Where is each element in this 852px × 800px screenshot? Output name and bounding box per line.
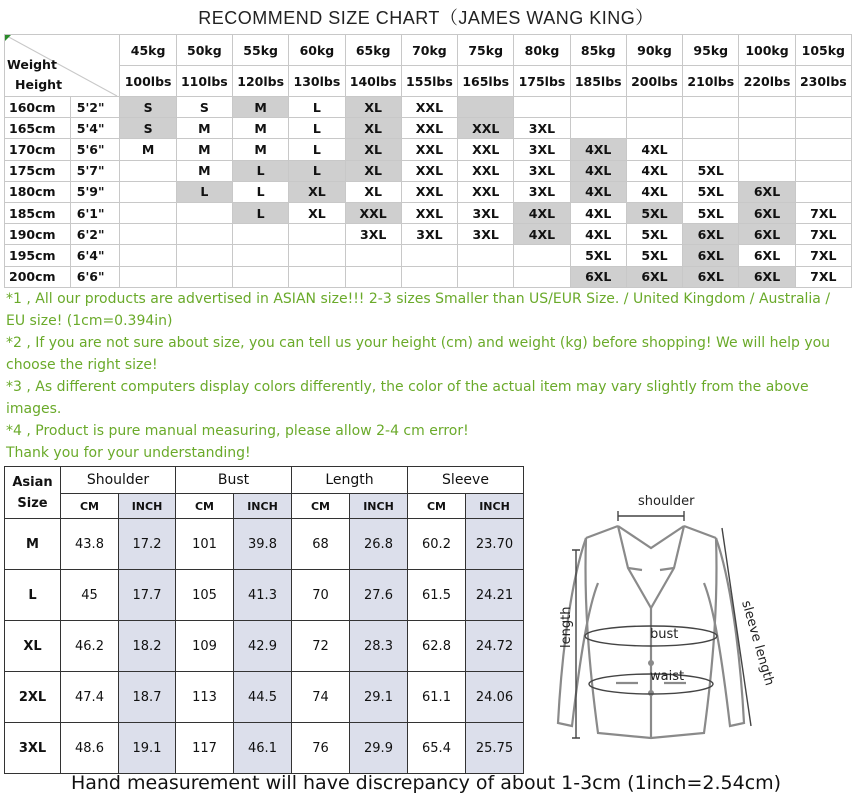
- size-cell: [289, 266, 345, 287]
- weight-kg-header: 85kg: [570, 35, 626, 66]
- size-cell: [120, 245, 176, 266]
- height-ft: 5'9": [70, 181, 120, 202]
- size-cell: [233, 245, 289, 266]
- size-cell: 3XL: [401, 224, 457, 245]
- height-cm: 190cm: [5, 224, 71, 245]
- size-cell: 7XL: [795, 224, 851, 245]
- size-cell: [289, 245, 345, 266]
- size-cell: 4XL: [514, 224, 570, 245]
- size-cell: XL: [289, 202, 345, 223]
- size-cell: 6XL: [739, 245, 795, 266]
- weight-kg-header: 60kg: [289, 35, 345, 66]
- size-cell: XXL: [401, 181, 457, 202]
- weight-kg-header: 55kg: [233, 35, 289, 66]
- size-cell: [739, 160, 795, 181]
- height-cm: 160cm: [5, 97, 71, 118]
- size-cell: [795, 181, 851, 202]
- height-cm: 165cm: [5, 118, 71, 139]
- height-ft: 6'2": [70, 224, 120, 245]
- weight-lbs-header: 220lbs: [739, 66, 795, 97]
- size-cell: [120, 181, 176, 202]
- size-cell: 4XL: [570, 202, 626, 223]
- measure-value: 61.1: [408, 672, 466, 723]
- weight-kg-header: 95kg: [683, 35, 739, 66]
- size-cell: 5XL: [626, 224, 682, 245]
- size-cell: [176, 266, 232, 287]
- size-cell: XXL: [458, 160, 514, 181]
- weight-lbs-header: 130lbs: [289, 66, 345, 97]
- size-cell: XL: [345, 181, 401, 202]
- size-cell: [120, 202, 176, 223]
- size-cell: 5XL: [683, 181, 739, 202]
- size-label: 3XL: [5, 723, 61, 774]
- size-cell: XXL: [401, 139, 457, 160]
- measure-value: 27.6: [350, 570, 408, 621]
- size-cell: [739, 118, 795, 139]
- weight-kg-header: 100kg: [739, 35, 795, 66]
- measure-value: 24.06: [466, 672, 524, 723]
- measure-value: 24.72: [466, 621, 524, 672]
- size-cell: L: [289, 160, 345, 181]
- size-cell: [739, 97, 795, 118]
- size-row: [5, 160, 852, 181]
- size-cell: 6XL: [683, 245, 739, 266]
- size-cell: [795, 97, 851, 118]
- size-cell: XXL: [458, 118, 514, 139]
- size-cell: 4XL: [570, 181, 626, 202]
- size-cell: 6XL: [739, 202, 795, 223]
- size-cell: L: [289, 139, 345, 160]
- size-cell: 3XL: [514, 139, 570, 160]
- size-cell: 3XL: [514, 160, 570, 181]
- size-label: XL: [5, 621, 61, 672]
- measure-value: 61.5: [408, 570, 466, 621]
- size-cell: [514, 266, 570, 287]
- measure-value: 68: [292, 519, 350, 570]
- size-cell: 4XL: [514, 202, 570, 223]
- size-cell: [739, 139, 795, 160]
- measure-value: 17.7: [119, 570, 176, 621]
- measure-group-header: Bust: [176, 467, 292, 494]
- size-cell: XXL: [458, 181, 514, 202]
- measure-value: 23.70: [466, 519, 524, 570]
- size-label: 2XL: [5, 672, 61, 723]
- weight-lbs-header: 185lbs: [570, 66, 626, 97]
- size-cell: [683, 118, 739, 139]
- size-cell: L: [233, 202, 289, 223]
- size-cell: XXL: [458, 139, 514, 160]
- size-cell: 4XL: [570, 224, 626, 245]
- weight-lbs-header: 100lbs: [120, 66, 176, 97]
- size-cell: 6XL: [683, 224, 739, 245]
- size-cell: L: [176, 181, 232, 202]
- size-cell: [458, 266, 514, 287]
- weight-lbs-header: 200lbs: [626, 66, 682, 97]
- size-cell: [176, 202, 232, 223]
- size-cell: 5XL: [570, 245, 626, 266]
- size-row: [5, 224, 852, 245]
- size-cell: 4XL: [570, 139, 626, 160]
- size-cell: [683, 139, 739, 160]
- height-cm: 170cm: [5, 139, 71, 160]
- size-cell: L: [233, 160, 289, 181]
- size-cell: 6XL: [739, 224, 795, 245]
- cm-unit-header: CM: [292, 494, 350, 519]
- measure-value: 43.8: [61, 519, 119, 570]
- size-row: [5, 139, 852, 160]
- measure-value: 109: [176, 621, 234, 672]
- measure-value: 117: [176, 723, 234, 774]
- weight-label: Weight: [7, 57, 57, 72]
- measure-value: 46.2: [61, 621, 119, 672]
- height-ft: 6'1": [70, 202, 120, 223]
- size-cell: L: [289, 97, 345, 118]
- size-row: [5, 245, 852, 266]
- weight-lbs-header: 155lbs: [401, 66, 457, 97]
- measure-value: 19.1: [119, 723, 176, 774]
- height-cm: 180cm: [5, 181, 71, 202]
- measure-value: 60.2: [408, 519, 466, 570]
- inch-unit-header: INCH: [234, 494, 292, 519]
- measure-value: 76: [292, 723, 350, 774]
- inch-unit-header: INCH: [119, 494, 176, 519]
- footer-note: Hand measurement will have discrepancy of about 1-3cm (1inch=2.54cm): [70, 772, 782, 794]
- weight-kg-header: 70kg: [401, 35, 457, 66]
- size-cell: [683, 97, 739, 118]
- size-row: [5, 181, 852, 202]
- shoulder-label: shoulder: [638, 494, 695, 509]
- weight-kg-header: 65kg: [345, 35, 401, 66]
- size-cell: [345, 245, 401, 266]
- size-cell: 6XL: [683, 266, 739, 287]
- height-label: Height: [15, 77, 63, 92]
- length-label: length: [559, 606, 574, 648]
- weight-kg-header: 50kg: [176, 35, 232, 66]
- weight-height-corner: [5, 35, 120, 97]
- weight-kg-header: 90kg: [626, 35, 682, 66]
- size-cell: XXL: [401, 118, 457, 139]
- height-ft: 6'6": [70, 266, 120, 287]
- measure-value: 74: [292, 672, 350, 723]
- size-cell: 7XL: [795, 245, 851, 266]
- size-cell: M: [233, 97, 289, 118]
- size-cell: 3XL: [458, 224, 514, 245]
- measure-value: 42.9: [234, 621, 292, 672]
- height-ft: 5'6": [70, 139, 120, 160]
- weight-kg-header: 80kg: [514, 35, 570, 66]
- size-cell: [795, 160, 851, 181]
- asian-label: Asian: [12, 474, 53, 490]
- jacket-diagram: [546, 488, 777, 758]
- measure-value: 18.7: [119, 672, 176, 723]
- size-cell: M: [120, 139, 176, 160]
- size-cell: [289, 224, 345, 245]
- weight-kg-header: 45kg: [120, 35, 176, 66]
- size-row: [5, 118, 852, 139]
- size-cell: XXL: [401, 160, 457, 181]
- weight-kg-header: 105kg: [795, 35, 851, 66]
- size-cell: 7XL: [795, 202, 851, 223]
- bust-label: bust: [650, 627, 679, 642]
- measure-row: [5, 621, 524, 672]
- height-ft: 5'4": [70, 118, 120, 139]
- measure-group-header: Sleeve: [408, 467, 524, 494]
- size-cell: 3XL: [514, 118, 570, 139]
- size-cell: 3XL: [514, 181, 570, 202]
- measure-value: 47.4: [61, 672, 119, 723]
- recommend-size-table: [4, 34, 852, 288]
- measure-value: 28.3: [350, 621, 408, 672]
- size-cell: [233, 266, 289, 287]
- notes: [6, 288, 846, 464]
- measure-value: 101: [176, 519, 234, 570]
- size-cell: XL: [345, 97, 401, 118]
- weight-lbs-header: 140lbs: [345, 66, 401, 97]
- size-label: Size: [17, 495, 48, 511]
- size-cell: [626, 97, 682, 118]
- height-ft: 5'2": [70, 97, 120, 118]
- note-line: *1 , All our products are advertised in ASIAN size!!! 2-3 sizes Smaller than US/EUR Size. / United Kingdom / Australia / EU size! (1cm=0.394in): [6, 291, 831, 329]
- size-row: [5, 202, 852, 223]
- chart-title: RECOMMEND SIZE CHART（JAMES WANG KING）: [198, 8, 654, 28]
- size-cell: M: [176, 160, 232, 181]
- size-cell: [120, 160, 176, 181]
- size-cell: 5XL: [626, 245, 682, 266]
- size-cell: 6XL: [739, 181, 795, 202]
- cm-unit-header: CM: [61, 494, 119, 519]
- size-cell: XXL: [345, 202, 401, 223]
- measure-value: 62.8: [408, 621, 466, 672]
- size-cell: 4XL: [626, 160, 682, 181]
- weight-lbs-header: 165lbs: [458, 66, 514, 97]
- weight-lbs-header: 230lbs: [795, 66, 851, 97]
- measurement-table: [4, 466, 524, 774]
- measure-value: 29.9: [350, 723, 408, 774]
- height-ft: 6'4": [70, 245, 120, 266]
- note-line: Thank you for your understanding!: [6, 445, 251, 461]
- height-ft: 5'7": [70, 160, 120, 181]
- weight-lbs-header: 175lbs: [514, 66, 570, 97]
- weight-lbs-header: 210lbs: [683, 66, 739, 97]
- height-cm: 175cm: [5, 160, 71, 181]
- measure-value: 25.75: [466, 723, 524, 774]
- measure-group-header: Shoulder: [61, 467, 176, 494]
- weight-lbs-header: 120lbs: [233, 66, 289, 97]
- measure-value: 44.5: [234, 672, 292, 723]
- size-cell: S: [120, 118, 176, 139]
- size-cell: [176, 224, 232, 245]
- measure-value: 105: [176, 570, 234, 621]
- note-line: *2 , If you are not sure about size, you can tell us your height (cm) and weight (kg) before shopping! We will help you choose the right size!: [6, 335, 831, 373]
- size-cell: M: [176, 139, 232, 160]
- size-cell: XL: [345, 118, 401, 139]
- size-cell: [514, 245, 570, 266]
- size-label: L: [5, 570, 61, 621]
- measure-row: [5, 672, 524, 723]
- size-cell: [345, 266, 401, 287]
- size-cell: 5XL: [683, 160, 739, 181]
- note-line: *4 , Product is pure manual measuring, please allow 2-4 cm error!: [6, 423, 469, 439]
- measure-value: 29.1: [350, 672, 408, 723]
- measure-value: 17.2: [119, 519, 176, 570]
- size-cell: [233, 224, 289, 245]
- size-cell: XL: [289, 181, 345, 202]
- weight-lbs-header: 110lbs: [176, 66, 232, 97]
- size-cell: [401, 266, 457, 287]
- measure-value: 24.21: [466, 570, 524, 621]
- size-cell: 4XL: [570, 160, 626, 181]
- size-cell: [120, 224, 176, 245]
- size-cell: [458, 245, 514, 266]
- measure-value: 45: [61, 570, 119, 621]
- measure-row: [5, 519, 524, 570]
- size-cell: 6XL: [626, 266, 682, 287]
- size-cell: M: [233, 139, 289, 160]
- weight-kg-header: 75kg: [458, 35, 514, 66]
- size-cell: 6XL: [570, 266, 626, 287]
- size-cell: L: [233, 181, 289, 202]
- measure-row: [5, 570, 524, 621]
- size-cell: [795, 118, 851, 139]
- size-cell: [458, 97, 514, 118]
- measure-value: 41.3: [234, 570, 292, 621]
- height-cm: 200cm: [5, 266, 71, 287]
- height-cm: 195cm: [5, 245, 71, 266]
- size-cell: XL: [345, 160, 401, 181]
- cm-unit-header: CM: [408, 494, 466, 519]
- inch-unit-header: INCH: [350, 494, 408, 519]
- measure-row: [5, 723, 524, 774]
- size-cell: L: [289, 118, 345, 139]
- measure-value: 18.2: [119, 621, 176, 672]
- size-cell: [626, 118, 682, 139]
- measure-value: 65.4: [408, 723, 466, 774]
- size-cell: 3XL: [345, 224, 401, 245]
- size-row: [5, 266, 852, 287]
- size-cell: 4XL: [626, 139, 682, 160]
- size-cell: [570, 118, 626, 139]
- size-cell: 3XL: [458, 202, 514, 223]
- size-cell: XXL: [401, 202, 457, 223]
- size-cell: S: [176, 97, 232, 118]
- height-cm: 185cm: [5, 202, 71, 223]
- size-cell: [795, 139, 851, 160]
- size-cell: 6XL: [739, 266, 795, 287]
- size-cell: S: [120, 97, 176, 118]
- size-cell: [401, 245, 457, 266]
- size-label: M: [5, 519, 61, 570]
- measure-group-header: Length: [292, 467, 408, 494]
- measure-value: 70: [292, 570, 350, 621]
- size-cell: 7XL: [795, 266, 851, 287]
- size-cell: M: [176, 118, 232, 139]
- size-cell: [570, 97, 626, 118]
- size-cell: 5XL: [626, 202, 682, 223]
- size-cell: [176, 245, 232, 266]
- size-cell: [120, 266, 176, 287]
- inch-unit-header: INCH: [466, 494, 524, 519]
- size-cell: [514, 97, 570, 118]
- size-cell: M: [233, 118, 289, 139]
- size-cell: XXL: [401, 97, 457, 118]
- size-cell: 4XL: [626, 181, 682, 202]
- measure-value: 26.8: [350, 519, 408, 570]
- waist-label: waist: [650, 669, 685, 684]
- size-row: [5, 97, 852, 118]
- size-cell: XL: [345, 139, 401, 160]
- note-line: *3 , As different computers display colors differently, the color of the actual item may vary slightly from the above images.: [6, 379, 809, 417]
- measure-value: 39.8: [234, 519, 292, 570]
- measure-value: 48.6: [61, 723, 119, 774]
- measure-value: 46.1: [234, 723, 292, 774]
- sleeve-length-label: sleeve length: [738, 598, 777, 688]
- asian-size-header: [5, 467, 61, 519]
- measure-value: 113: [176, 672, 234, 723]
- size-cell: 5XL: [683, 202, 739, 223]
- cm-unit-header: CM: [176, 494, 234, 519]
- measure-value: 72: [292, 621, 350, 672]
